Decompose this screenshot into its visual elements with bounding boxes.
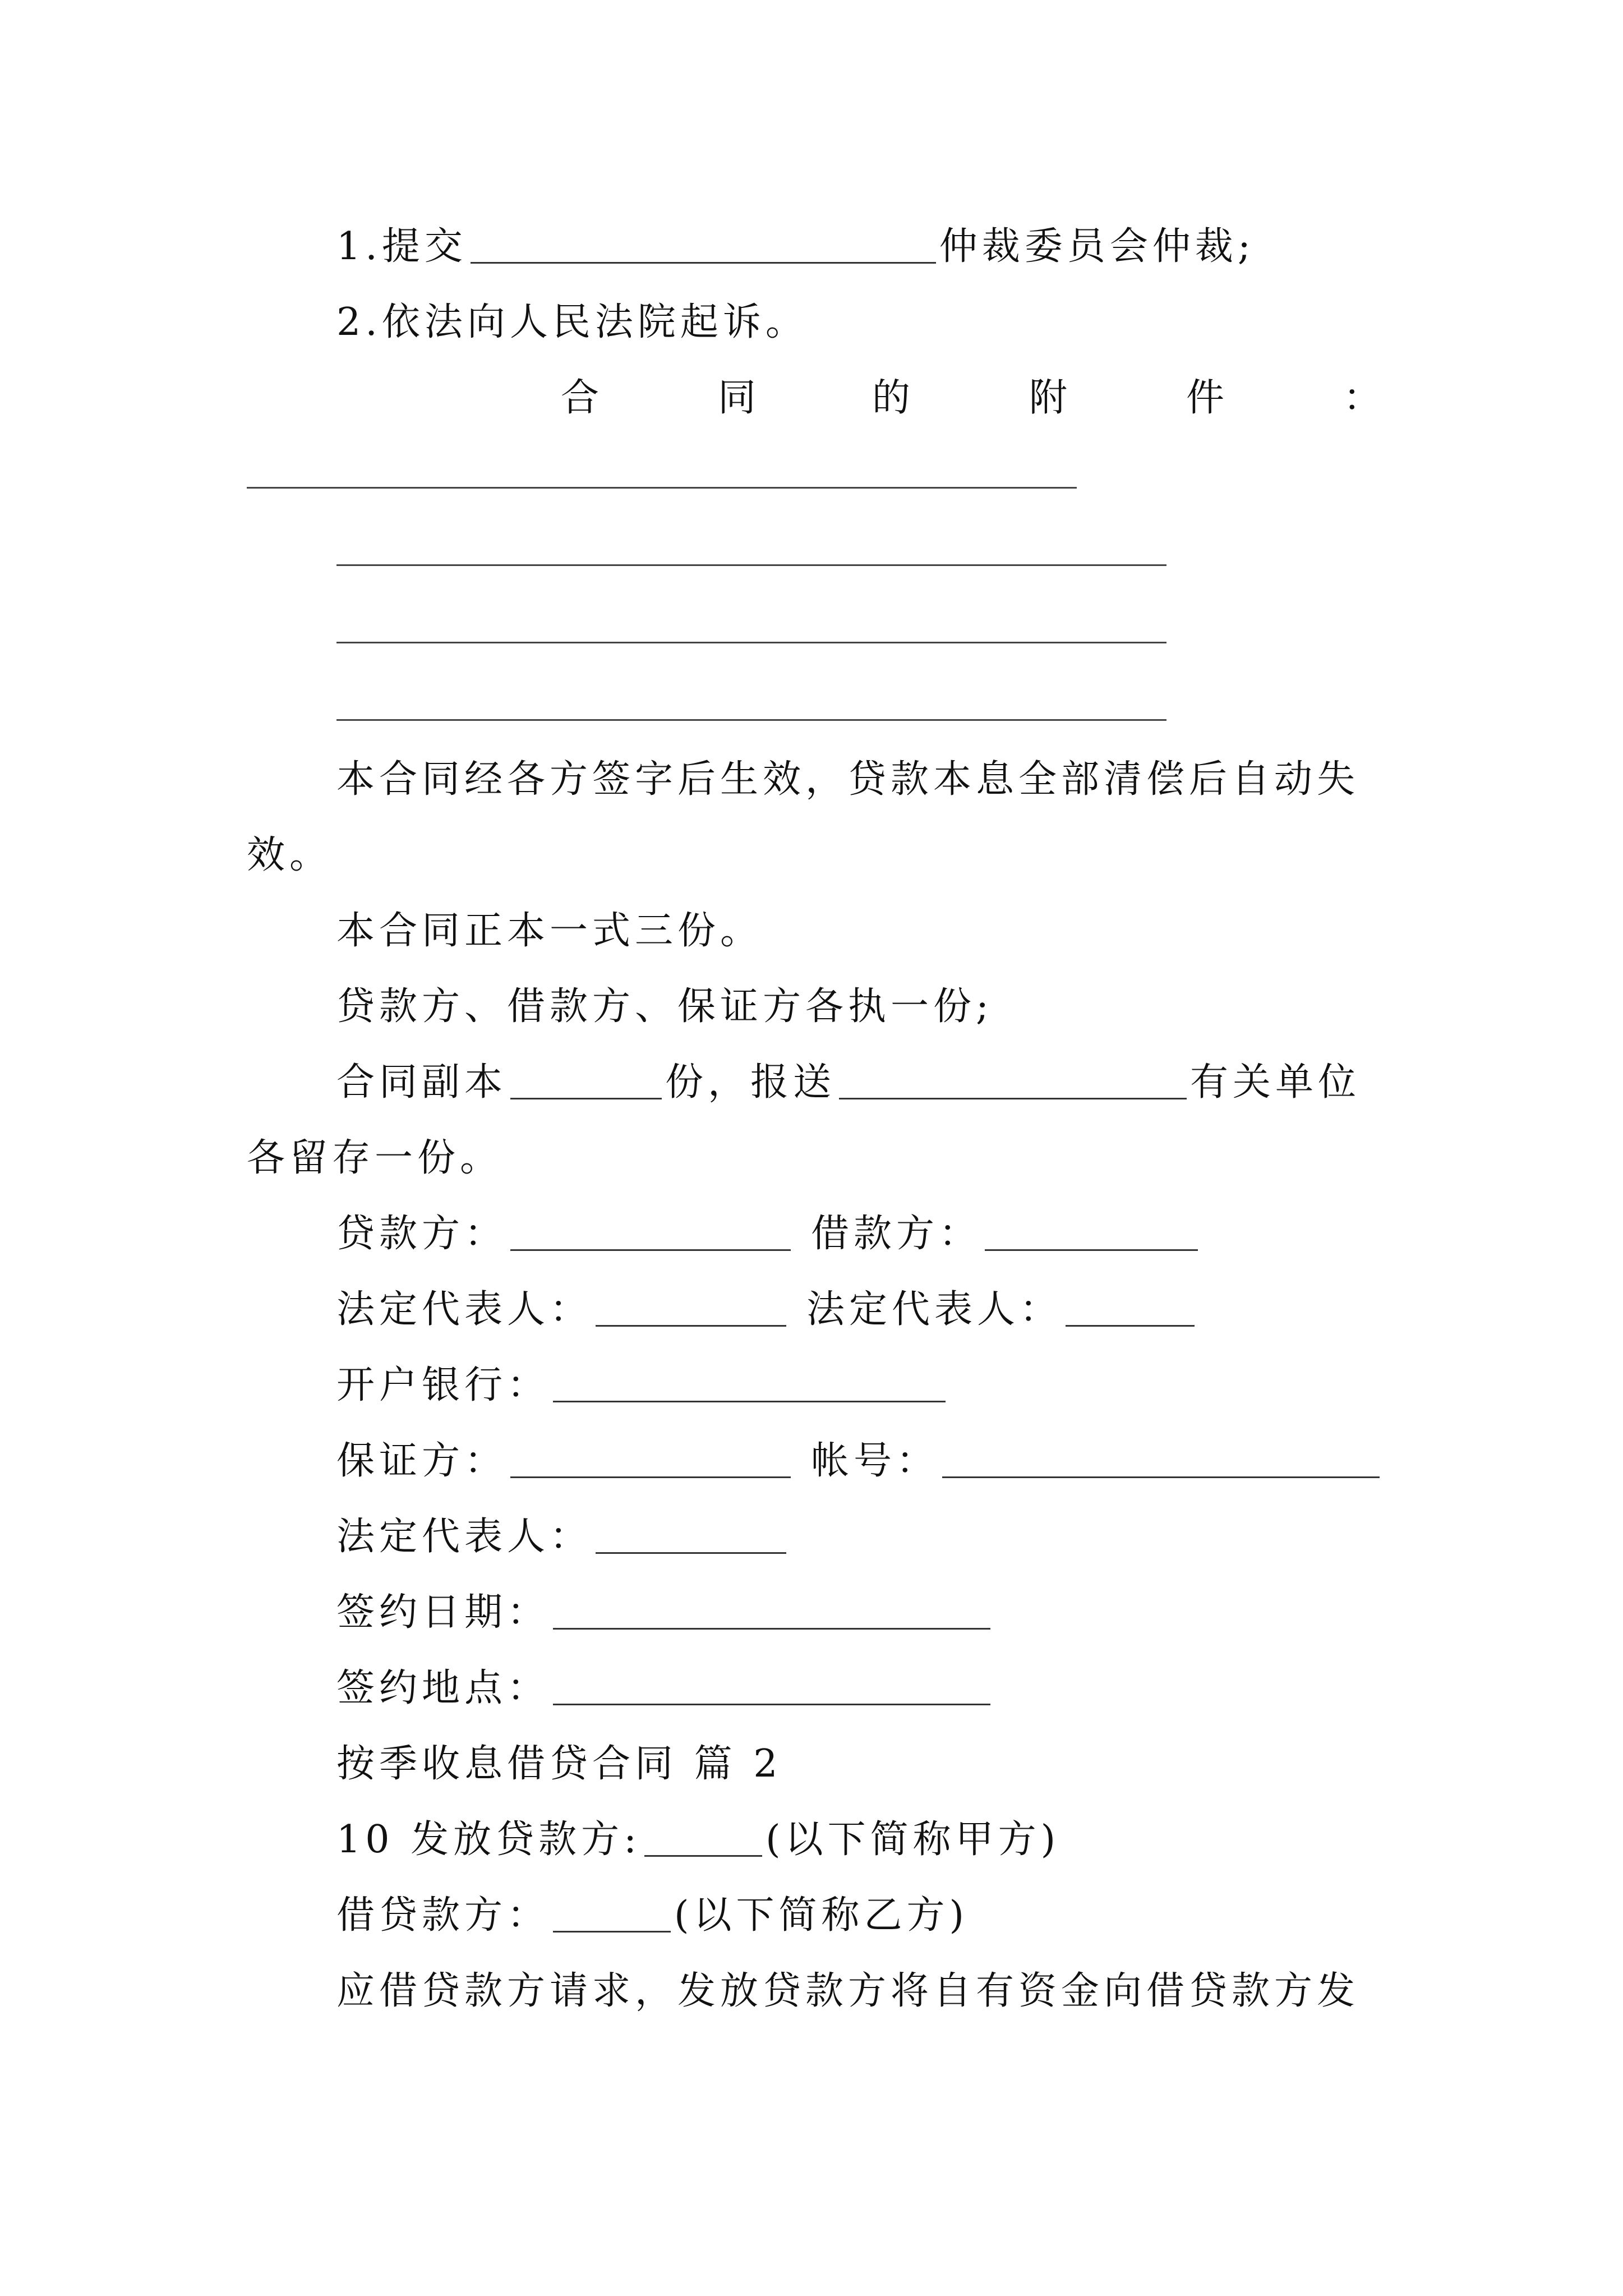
effect-clause-line-2: 效。 xyxy=(247,833,333,877)
arbitration-prefix: 1.提交 xyxy=(336,224,467,269)
sign-date-blank[interactable] xyxy=(553,1583,990,1630)
sign-place-blank[interactable] xyxy=(553,1659,990,1705)
attach-char: 同 xyxy=(718,376,757,420)
attach-char: 件 xyxy=(1186,376,1225,420)
legal-rep-label-2: 法定代表人： xyxy=(806,1287,1063,1332)
duplicate-label: 合同副本 xyxy=(336,1060,508,1105)
section-title: 按季收息借贷合同 篇 2 xyxy=(336,1742,782,1786)
legal-rep-row xyxy=(336,1271,1198,1349)
lender-borrower-row xyxy=(336,1195,1201,1273)
borrower-label: 借款方： xyxy=(811,1212,982,1256)
attachment-line-1[interactable] xyxy=(247,487,1077,489)
guarantor-blank[interactable] xyxy=(510,1432,791,1478)
borrower-party-row xyxy=(336,1876,969,1955)
legal-rep-blank-3[interactable] xyxy=(596,1507,786,1554)
sign-place-row xyxy=(336,1649,994,1728)
guarantor-account-row xyxy=(336,1422,1383,1501)
sign-date-row xyxy=(336,1573,994,1652)
duplicate-recipient-blank[interactable] xyxy=(839,1053,1187,1099)
attach-char: 的 xyxy=(872,376,911,420)
parties-clause: 贷款方、借款方、保证方各执一份; xyxy=(336,984,993,1029)
borrower-party-abbrev: (以下简称乙方) xyxy=(674,1893,969,1938)
borrower-blank[interactable] xyxy=(985,1204,1198,1251)
bank-row xyxy=(336,1346,949,1425)
arbitration-clause xyxy=(336,208,1255,286)
duplicate-clause-line-2: 各留存一份。 xyxy=(247,1136,503,1180)
attach-char: ： xyxy=(1343,376,1382,420)
attachment-line-3[interactable] xyxy=(336,642,1166,643)
account-label: 帐号： xyxy=(811,1439,939,1483)
guarantor-label: 保证方： xyxy=(336,1439,508,1483)
duplicate-units-label: 有关单位 xyxy=(1190,1060,1361,1105)
borrower-party-label: 借贷款方： xyxy=(336,1893,550,1938)
issuer-label: 10 发放贷款方: xyxy=(336,1818,642,1862)
duplicate-clause-line-1 xyxy=(336,1043,1361,1122)
request-clause: 应借贷款方请求，发放贷款方将自有资金向借贷款方发 xyxy=(336,1969,1360,2013)
sign-date-label: 签约日期： xyxy=(336,1590,550,1635)
copies-clause: 本合同正本一式三份。 xyxy=(336,909,763,953)
arbitration-blank[interactable] xyxy=(471,217,936,264)
duplicate-send-label: 份，报送 xyxy=(665,1060,836,1105)
issuer-blank[interactable] xyxy=(644,1810,762,1857)
effect-clause-line-1: 本合同经各方签字后生效，贷款本息全部清偿后自动失 xyxy=(336,757,1360,802)
attachment-line-4[interactable] xyxy=(336,719,1166,721)
issuer-row xyxy=(336,1801,1060,1879)
issuer-abbrev: (以下简称甲方) xyxy=(766,1818,1061,1862)
arbitration-suffix: 仲裁委员会仲裁; xyxy=(939,224,1255,269)
attachment-line-2[interactable] xyxy=(336,564,1166,566)
account-blank[interactable] xyxy=(942,1432,1380,1478)
attach-char: 附 xyxy=(1029,376,1068,420)
legal-rep-label-1: 法定代表人： xyxy=(336,1287,593,1332)
guarantor-legal-rep-row xyxy=(336,1498,790,1576)
legal-rep-label-3: 法定代表人： xyxy=(336,1515,593,1559)
legal-rep-blank-2[interactable] xyxy=(1066,1280,1195,1327)
lender-blank[interactable] xyxy=(510,1204,791,1251)
legal-rep-blank-1[interactable] xyxy=(596,1280,786,1327)
bank-label: 开户银行： xyxy=(336,1363,550,1407)
duplicate-count-blank[interactable] xyxy=(510,1053,662,1099)
attach-char: 合 xyxy=(561,376,600,420)
borrower-party-blank[interactable] xyxy=(553,1886,671,1932)
sign-place-label: 签约地点： xyxy=(336,1666,550,1710)
lender-label: 贷款方： xyxy=(336,1212,508,1256)
bank-blank[interactable] xyxy=(553,1356,946,1402)
litigation-clause: 2.依法向人民法院起诉。 xyxy=(336,300,808,344)
